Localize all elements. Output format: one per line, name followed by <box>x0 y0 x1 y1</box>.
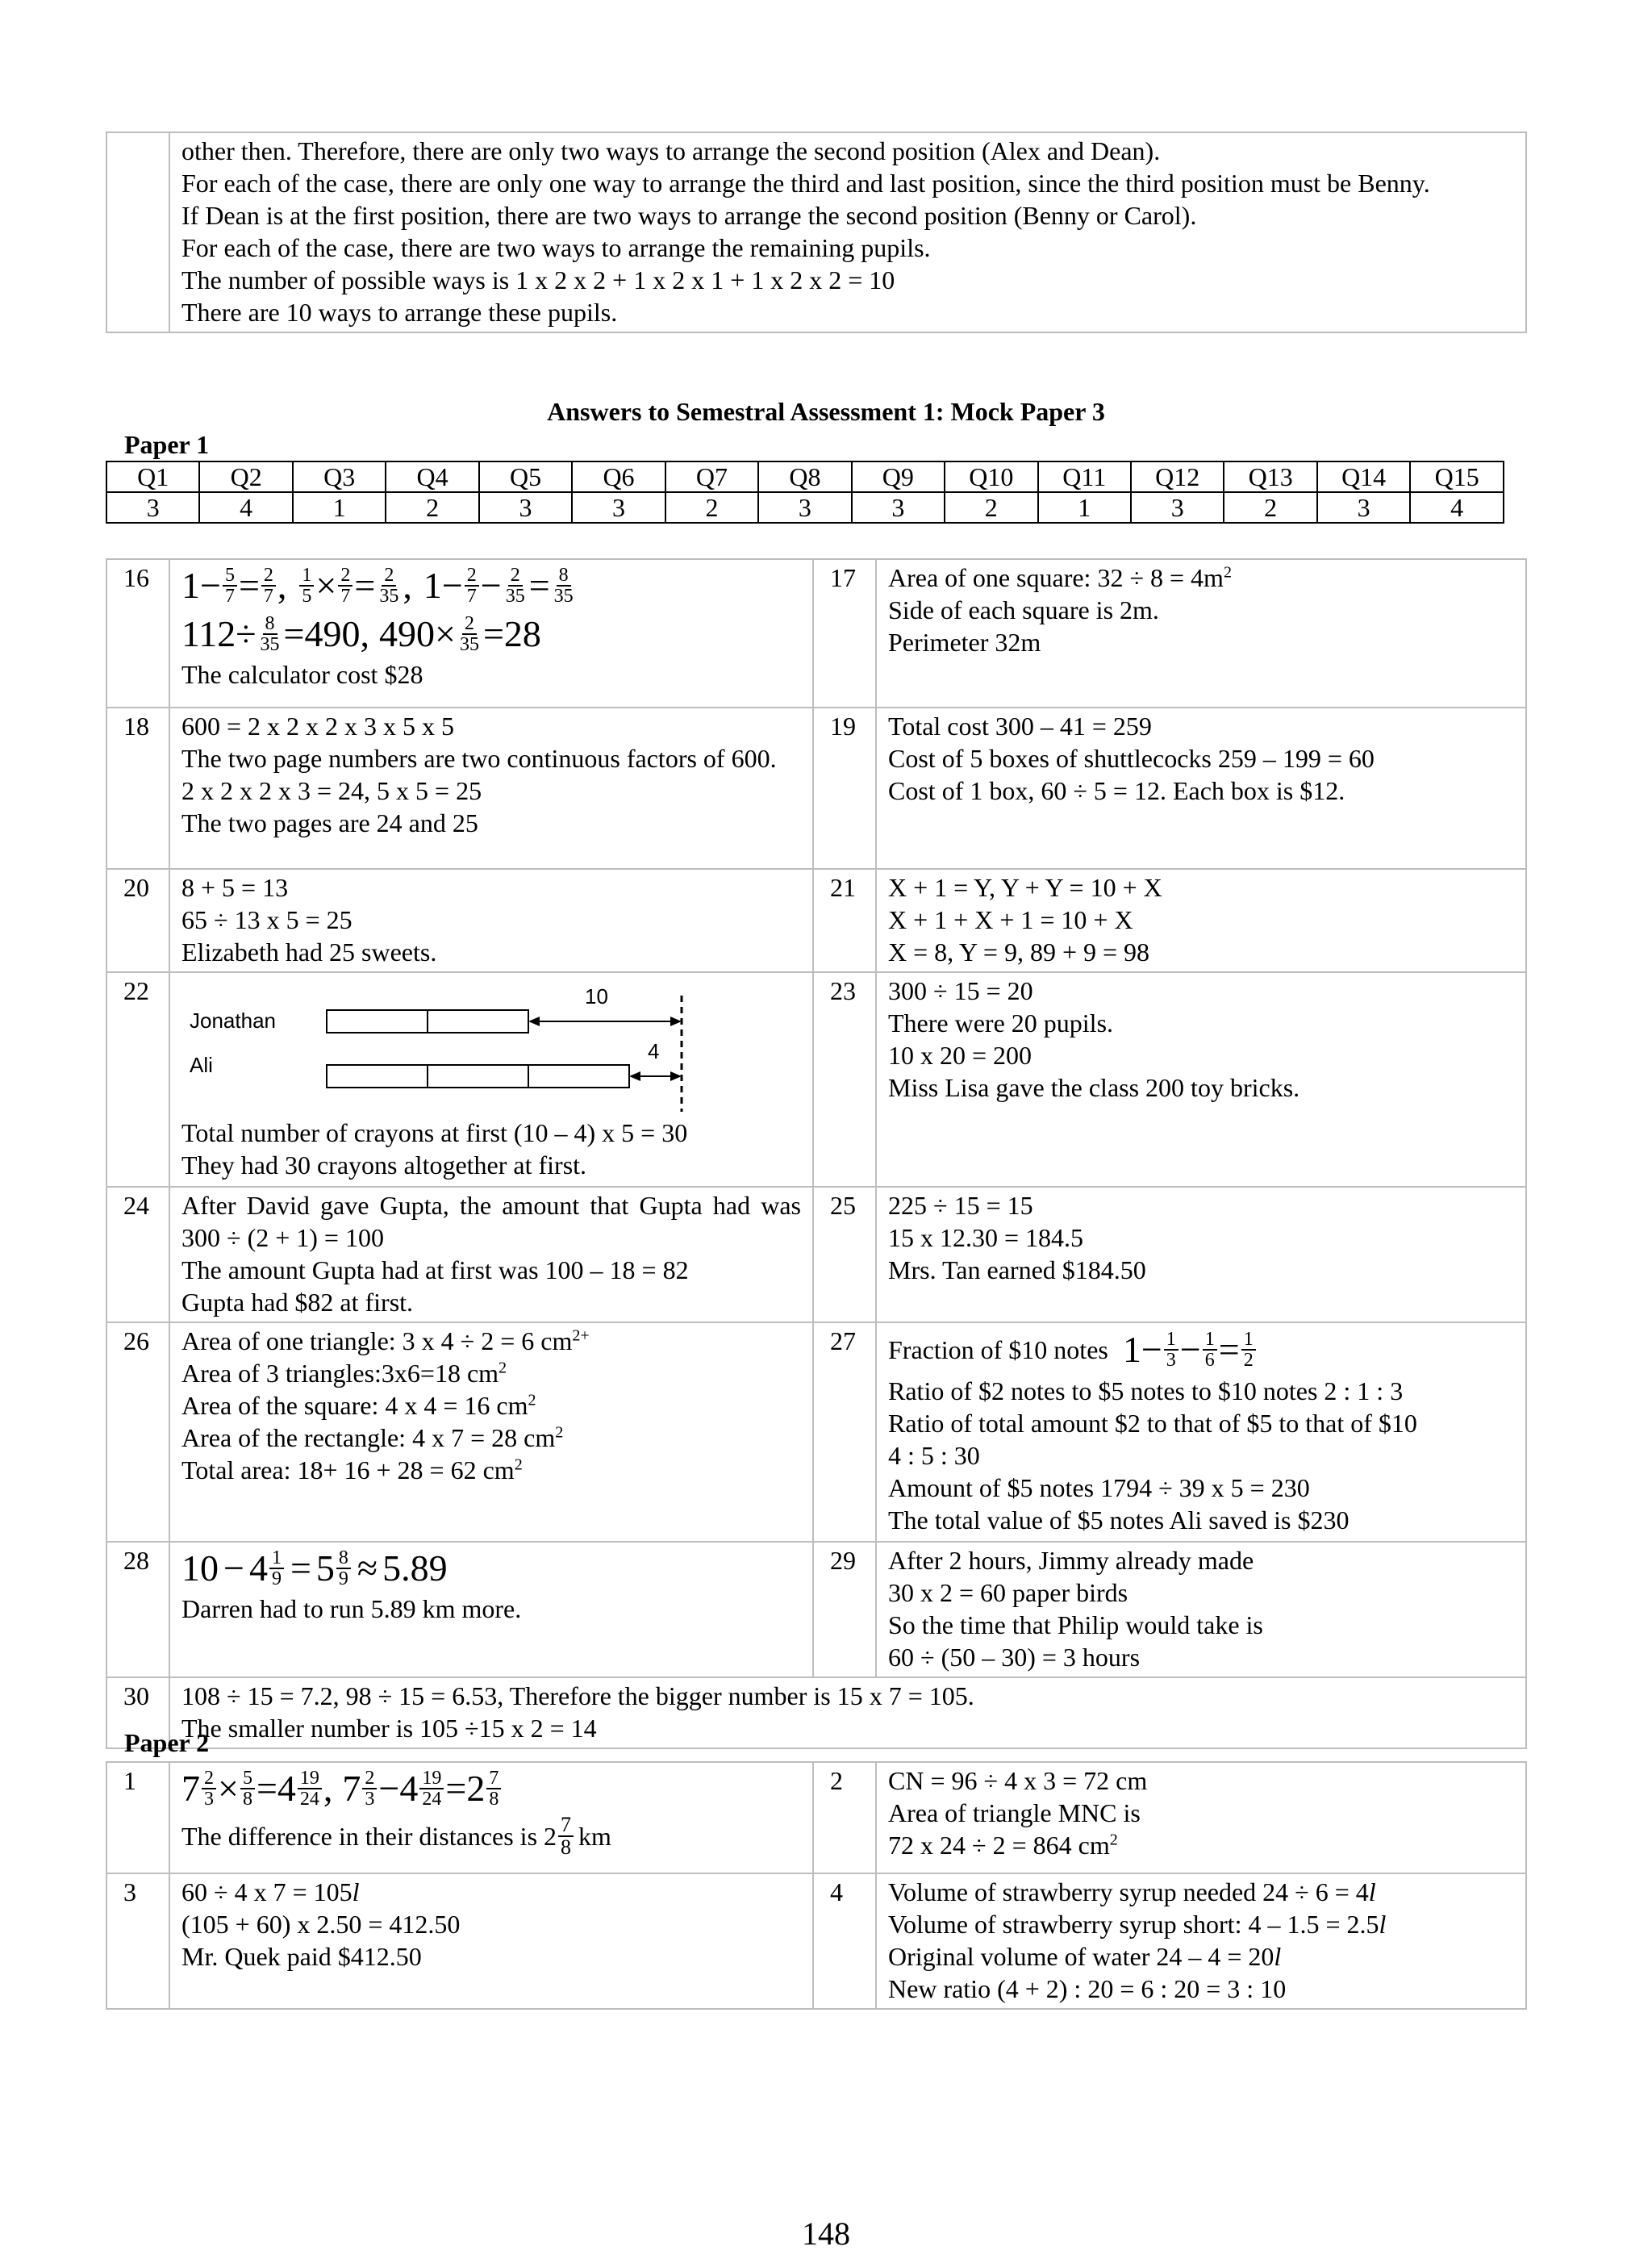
answer-cell-q29 <box>876 1542 1526 1677</box>
intro-line: other then. Therefore, there are only two ways to arrange the second position (Alex and Dean). <box>181 136 1161 165</box>
table-row <box>106 1322 1526 1542</box>
q16-text: The calculator cost $28 <box>181 660 423 689</box>
mcq-answer: 2 <box>1224 492 1316 523</box>
question-number: 19 <box>813 708 876 869</box>
paper2-label: Paper 2 <box>124 1728 210 1757</box>
mcq-answer: 3 <box>1317 492 1410 523</box>
q17-line: Side of each square is 2m. <box>888 595 1159 624</box>
paper1-answers-table <box>106 558 1527 1749</box>
mcq-answer: 3 <box>479 492 572 523</box>
mcq-header: Q8 <box>758 461 851 492</box>
q26-line: Area of 3 triangles:3x6=18 cm <box>181 1359 499 1388</box>
mcq-answer-row <box>106 492 1504 523</box>
mcq-answer: 4 <box>199 492 292 523</box>
q29-line: 30 x 2 = 60 paper birds <box>888 1578 1128 1607</box>
table-row <box>106 1677 1526 1748</box>
q27-line: The total value of $5 notes Ali saved is $230 <box>888 1505 1350 1535</box>
mcq-answer: 3 <box>758 492 851 523</box>
q25-line: 225 ÷ 15 = 15 <box>888 1191 1033 1220</box>
q25-line: 15 x 12.30 = 184.5 <box>888 1223 1084 1252</box>
question-number: 17 <box>813 559 876 708</box>
q19-line: Total cost 300 – 41 = 259 <box>888 712 1152 741</box>
page-heading: Answers to Semestral Assessment 1: Mock Paper 3 <box>547 397 1105 426</box>
mcq-answer: 2 <box>665 492 758 523</box>
p2q4-line: Original volume of water 24 – 4 = 20 <box>888 1942 1274 1971</box>
q27-fraction-line: Fraction of $10 notes 1 − $\frac{1}{3}$ − $\frac{1}{6}$ = $\frac{1}{2}$ <box>888 1325 1514 1375</box>
mcq-header: Q10 <box>945 461 1037 492</box>
p2q4-line: Volume of strawberry syrup needed 24 ÷ 6 = 4 <box>888 1877 1369 1906</box>
answer-cell-q30 <box>169 1677 1526 1748</box>
q30-line: 108 ÷ 15 = 7.2, 98 ÷ 15 = 6.53, Therefore the bigger number is 15 x 7 = 105. <box>181 1681 974 1710</box>
answer-cell-q17: Area of one square: $32 \div 8 = 4m^2$ Side of each square is 2m. Perimeter 32m <box>876 559 1526 708</box>
mcq-header: Q15 <box>1410 461 1504 492</box>
ali-label: Ali <box>190 1053 213 1077</box>
question-number: 20 <box>106 869 169 972</box>
p2q2-line: 72 x 24 ÷ 2 = 864 cm <box>888 1831 1110 1860</box>
q29-line: So the time that Philip would take is <box>888 1610 1263 1639</box>
mcq-header: Q7 <box>665 461 758 492</box>
q18-line: The two page numbers are two continuous factors of 600. <box>181 744 777 773</box>
question-number: 28 <box>106 1542 169 1677</box>
p2q4-line: New ratio (4 + 2) : 20 = 6 : 20 = 3 : 10 <box>888 1974 1287 2003</box>
q17-line: Area of one square: 32 ÷ 8 = 4m <box>888 563 1224 592</box>
q20-line: Elizabeth had 25 sweets. <box>181 937 437 967</box>
answer-cell-q28 <box>169 1542 813 1677</box>
mcq-answer: 2 <box>386 492 478 523</box>
question-number: 30 <box>106 1677 169 1748</box>
mcq-answer: 3 <box>1131 492 1224 523</box>
q24-line: After David gave Gupta, the amount that Gupta had was 300 ÷ (2 + 1) = 100 <box>181 1191 801 1252</box>
q18-line: The two pages are 24 and 25 <box>181 808 478 837</box>
table-row <box>106 1873 1526 2009</box>
p2q1-math: 7 $\frac{2}{3}$ × $\frac{5}{8}$ = 4 19 24 , 7 2 3 − 4 $\frac{19}{24}$ = 2 7 8 <box>181 1764 801 1813</box>
q24-line: Gupta had $82 at first. <box>181 1288 414 1317</box>
mcq-header-row <box>106 461 1504 492</box>
mcq-header: Q5 <box>479 461 572 492</box>
mcq-header: Q3 <box>293 461 386 492</box>
q21-line: X + 1 + X + 1 = 10 + X <box>888 905 1133 934</box>
question-number: 27 <box>813 1322 876 1542</box>
mcq-header: Q1 <box>106 461 199 492</box>
jonathan-label: Jonathan <box>190 1008 276 1033</box>
p2q3-line: 60 ÷ 4 x 7 = 105 <box>181 1877 353 1906</box>
q21-line: X = 8, Y = 9, 89 + 9 = 98 <box>888 937 1150 967</box>
mcq-answer: 1 <box>293 492 386 523</box>
question-number: 23 <box>813 972 876 1187</box>
q23-line: 300 ÷ 15 = 20 <box>888 976 1033 1005</box>
answer-cell-q23 <box>876 972 1526 1187</box>
mcq-header: Q2 <box>199 461 292 492</box>
table-row <box>106 132 1526 332</box>
answer-cell-q21 <box>876 869 1526 972</box>
q19-line: Cost of 1 box, 60 ÷ 5 = 12. Each box is $12. <box>888 776 1345 805</box>
q26-line: Total area: 18+ 16 + 28 = 62 cm <box>181 1455 515 1484</box>
answer-cell-q20 <box>169 869 813 972</box>
q22-line: They had 30 crayons altogether at first. <box>181 1150 587 1180</box>
question-number: 24 <box>106 1187 169 1322</box>
p2q4-line: Volume of strawberry syrup short: 4 – 1.5 = 2.5 <box>888 1910 1379 1939</box>
q19-line: Cost of 5 boxes of shuttlecocks 259 – 199 = 60 <box>888 744 1375 773</box>
question-number: 16 <box>106 559 169 708</box>
q29-line: 60 ÷ (50 – 30) = 3 hours <box>888 1643 1141 1672</box>
q23-line: There were 20 pupils. <box>888 1008 1114 1038</box>
mcq-header: Q11 <box>1038 461 1131 492</box>
q30-line: The smaller number is 105 ÷15 x 2 = 14 <box>181 1714 597 1743</box>
mcq-header: Q12 <box>1131 461 1224 492</box>
mcq-answer: 4 <box>1410 492 1504 523</box>
mcq-header: Q4 <box>386 461 478 492</box>
intro-line: For each of the case, there are only one way to arrange the third and last position, since the third position must be Benny. <box>181 169 1430 198</box>
answer-cell-q16 <box>169 559 813 708</box>
answer-cell-p2q3: 60 ÷ 4 x 7 = 105l (105 + 60) x 2.50 = 412.50 Mr. Quek paid $412.50 <box>169 1873 813 2009</box>
mcq-header: Q13 <box>1224 461 1316 492</box>
mcq-header: Q14 <box>1317 461 1410 492</box>
q17-line: Perimeter 32m <box>888 628 1041 657</box>
p2q2-line: Area of triangle MNC is <box>888 1798 1141 1827</box>
q27-line: Ratio of $2 notes to $5 notes to $10 notes 2 : 1 : 3 <box>888 1376 1404 1405</box>
q27-line: 4 : 5 : 30 <box>888 1441 980 1470</box>
intro-line: If Dean is at the first position, there are two ways to arrange the second position (Benny or Carol). <box>181 201 1197 230</box>
q18-line: 2 x 2 x 2 x 3 = 24, 5 x 5 = 25 <box>181 776 482 805</box>
answer-cell-p2q4: Volume of strawberry syrup needed 24 ÷ 6 = 4l Volume of strawberry syrup short: 4 – 1.5 = 2.5l Original volume of water 24 – 4 = 20l New ratio (4 + 2) : 20 = 6 : 20 = 3 : 10 <box>876 1873 1526 2009</box>
q23-line: Miss Lisa gave the class 200 toy bricks. <box>888 1073 1300 1102</box>
bar-model-diagram <box>181 975 698 1117</box>
p2q3-line: Mr. Quek paid $412.50 <box>181 1942 422 1971</box>
page-number: 148 <box>802 2215 850 2252</box>
q25-line: Mrs. Tan earned $184.50 <box>888 1255 1146 1284</box>
question-number: 2 <box>813 1762 876 1873</box>
question-number: 26 <box>106 1322 169 1542</box>
question-number: 21 <box>813 869 876 972</box>
question-number: 3 <box>106 1873 169 2009</box>
mcq-answer: 2 <box>945 492 1037 523</box>
paper1-label: Paper 1 <box>124 430 210 459</box>
intro-line: There are 10 ways to arrange these pupils. <box>181 298 618 327</box>
mcq-answer-grid <box>106 461 1504 524</box>
table-row <box>106 708 1526 869</box>
q20-line: 8 + 5 = 13 <box>181 873 289 902</box>
table-row <box>106 559 1526 708</box>
difference-4-label: 4 <box>648 1039 660 1063</box>
intro-text-cell <box>169 132 1526 332</box>
table-row <box>106 869 1526 972</box>
mcq-answer: 3 <box>106 492 199 523</box>
q28-text: Darren had to run 5.89 km more. <box>181 1594 522 1623</box>
q27-line: Amount of $5 notes 1794 ÷ 39 x 5 = 230 <box>888 1473 1310 1502</box>
answer-cell-q27 <box>876 1322 1526 1542</box>
mcq-header: Q6 <box>572 461 665 492</box>
table-row <box>106 1542 1526 1677</box>
mcq-header: Q9 <box>852 461 945 492</box>
intro-continuation-table <box>106 132 1527 333</box>
answer-cell-q26: Area of one triangle: 3 x 4 ÷ 2 = 6 $cm^{2+}$ Area of 3 triangles:3x6=18 $cm^2$ Area of the square: 4 x 4 = 16 $cm^2$ Area of the rectangle: 4 x 7 = 28 $cm^2$ Total area: 18+ 16 + 28 = 62 $cm^2$ <box>169 1322 813 1542</box>
intro-line: For each of the case, there are two ways to arrange the remaining pupils. <box>181 233 931 262</box>
answer-cell-p2q1 <box>169 1762 813 1873</box>
q21-line: X + 1 = Y, Y + Y = 10 + X <box>888 873 1162 902</box>
table-row <box>106 972 1526 1187</box>
q18-line: 600 = 2 x 2 x 2 x 3 x 5 x 5 <box>181 712 455 741</box>
q20-line: 65 ÷ 13 x 5 = 25 <box>181 905 353 934</box>
answer-cell-q18 <box>169 708 813 869</box>
mcq-answer: 1 <box>1038 492 1131 523</box>
table-row <box>106 1762 1526 1873</box>
answer-cell-q19 <box>876 708 1526 869</box>
question-number: 1 <box>106 1762 169 1873</box>
q23-line: 10 x 20 = 200 <box>888 1041 1032 1070</box>
answer-cell-p2q2: CN = 96 ÷ 4 x 3 = 72 cm Area of triangle MNC is 72 x 24 ÷ 2 = 864 $cm^2$ <box>876 1762 1526 1873</box>
q22-line: Total number of crayons at first (10 – 4) x 5 = 30 <box>181 1118 688 1147</box>
q26-line: Area of the square: 4 x 4 = 16 cm <box>181 1391 528 1420</box>
p2q1-text: The difference in their distances is 2 7 8 km <box>181 1813 611 1859</box>
table-row <box>106 1187 1526 1322</box>
ali-bar <box>327 1065 629 1088</box>
difference-10-label: 10 <box>585 984 608 1008</box>
q26-line: Area of the rectangle: 4 x 7 = 28 cm <box>181 1423 556 1452</box>
question-number: 25 <box>813 1187 876 1322</box>
mcq-answer: 3 <box>572 492 665 523</box>
p2q3-line: (105 + 60) x 2.50 = 412.50 <box>181 1910 461 1939</box>
mcq-answer: 3 <box>852 492 945 523</box>
q16-math-line1: 1 − $\frac{5}{7}$ = $\frac{2}{7}$ , $\frac{1}{5}$ × $\frac{2}{7}$ = $\frac{2}{35}$ , 1 − $\frac{2}{7}$ − $\frac{2}{35}$ = $\frac{8}{35}$ <box>181 565 574 607</box>
question-number: 4 <box>813 1873 876 2009</box>
q24-line: The amount Gupta had at first was 100 – 18 = 82 <box>181 1255 689 1284</box>
question-number: 29 <box>813 1542 876 1677</box>
paper2-answers-table <box>106 1761 1527 2010</box>
q29-line: After 2 hours, Jimmy already made <box>888 1546 1254 1575</box>
q28-math: 10 − 4 $\frac{1}{9}$ = 5 $\frac{8}{9}$ ≈ 5.89 <box>181 1547 448 1589</box>
question-number: 18 <box>106 708 169 869</box>
p2q2-line: CN = 96 ÷ 4 x 3 = 72 cm <box>888 1766 1148 1795</box>
q27-line: Ratio of total amount $2 to that of $5 to that of $10 <box>888 1409 1417 1438</box>
answer-cell-q24 <box>169 1187 813 1322</box>
empty-number-cell <box>106 132 169 332</box>
q16-math-line2: 112 ÷ $\frac{8}{35}$ = 490 , 490 × $\frac{2}{35}$ = 28 <box>181 613 541 655</box>
answer-cell-q25 <box>876 1187 1526 1322</box>
intro-line: The number of possible ways is 1 x 2 x 2 + 1 x 2 x 1 + 1 x 2 x 2 = 10 <box>181 265 895 294</box>
answer-cell-q22 <box>169 972 813 1187</box>
question-number: 22 <box>106 972 169 1187</box>
q26-line: Area of one triangle: 3 x 4 ÷ 2 = 6 cm <box>181 1326 573 1355</box>
